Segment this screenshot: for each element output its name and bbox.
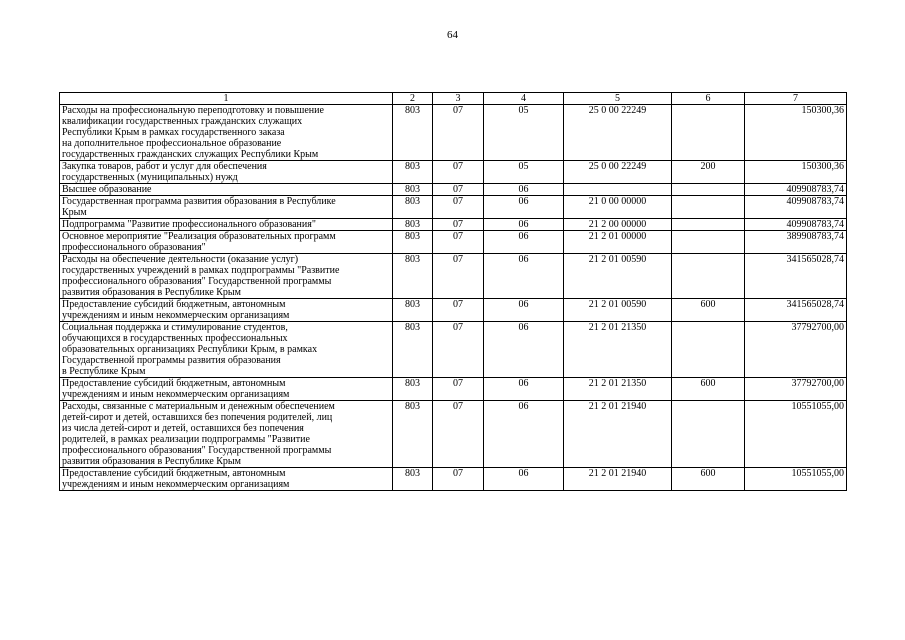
row-target-code: 21 2 01 21350 (564, 378, 672, 401)
row-expense-type (672, 219, 745, 231)
row-amount: 389908783,74 (745, 231, 847, 254)
row-expense-type: 600 (672, 299, 745, 322)
budget-table (59, 92, 847, 491)
row-grbs: 803 (393, 254, 433, 299)
row-section: 07 (433, 322, 484, 378)
row-section: 07 (433, 299, 484, 322)
row-subsection: 06 (484, 378, 564, 401)
table-row (60, 219, 847, 231)
row-grbs: 803 (393, 231, 433, 254)
row-expense-type (672, 184, 745, 196)
row-expense-type: 600 (672, 468, 745, 491)
row-expense-type: 600 (672, 378, 745, 401)
row-subsection: 06 (484, 196, 564, 219)
row-subsection: 06 (484, 401, 564, 468)
header-cell-6: 6 (672, 93, 745, 105)
row-expense-type (672, 254, 745, 299)
row-target-code: 21 2 01 21940 (564, 468, 672, 491)
row-section: 07 (433, 378, 484, 401)
table-row (60, 161, 847, 184)
row-subsection: 05 (484, 105, 564, 161)
row-section: 07 (433, 196, 484, 219)
row-target-code: 21 2 01 21940 (564, 401, 672, 468)
row-amount: 37792700,00 (745, 378, 847, 401)
row-target-code: 21 2 01 00590 (564, 254, 672, 299)
row-subsection: 06 (484, 184, 564, 196)
row-grbs: 803 (393, 401, 433, 468)
row-name: Закупка товаров, работ и услуг для обеспечения государственных (муниципальных) нужд (60, 161, 393, 184)
row-target-code: 25 0 00 22249 (564, 161, 672, 184)
row-grbs: 803 (393, 196, 433, 219)
row-name: Государственная программа развития образования в Республике Крым (60, 196, 393, 219)
row-target-code: 21 2 01 00000 (564, 231, 672, 254)
row-name: Предоставление субсидий бюджетным, автономным учреждениям и иным некоммерческим организациям (60, 468, 393, 491)
row-name: Расходы на профессиональную переподготовку и повышение квалификации государственных гражданских служащих Республики Крым в рамках государственного заказа на дополнительное профессиональное образование государственных гражданских служащих Республики Крым (60, 105, 393, 161)
row-subsection: 05 (484, 161, 564, 184)
table-row (60, 299, 847, 322)
row-amount: 409908783,74 (745, 196, 847, 219)
row-amount: 37792700,00 (745, 322, 847, 378)
row-name: Основное мероприятие "Реализация образовательных программ профессионального образования" (60, 231, 393, 254)
row-amount: 150300,36 (745, 161, 847, 184)
table-row (60, 378, 847, 401)
row-amount: 409908783,74 (745, 184, 847, 196)
row-section: 07 (433, 468, 484, 491)
table-row (60, 231, 847, 254)
row-grbs: 803 (393, 184, 433, 196)
header-cell-7: 7 (745, 93, 847, 105)
row-expense-type (672, 105, 745, 161)
table-row (60, 184, 847, 196)
row-subsection: 06 (484, 219, 564, 231)
row-target-code: 25 0 00 22249 (564, 105, 672, 161)
row-expense-type (672, 196, 745, 219)
header-cell-5: 5 (564, 93, 672, 105)
row-name: Высшее образование (60, 184, 393, 196)
row-section: 07 (433, 184, 484, 196)
row-target-code: 21 0 00 00000 (564, 196, 672, 219)
row-subsection: 06 (484, 322, 564, 378)
row-name: Социальная поддержка и стимулирование студентов, обучающихся в государственных профессиональных образовательных организациях Республики Крым, в рамках Государственной программы развития образования в Республике Крым (60, 322, 393, 378)
row-expense-type (672, 231, 745, 254)
row-name: Расходы, связанные с материальным и денежным обеспечением детей-сирот и детей, оставшихся без попечения родителей, лиц из числа детей-сирот и детей, оставшихся без попечения родителей, в рамках реализации подпрограммы "Развитие профессионального образования" Государственной программы развития образования в Республике Крым (60, 401, 393, 468)
row-subsection: 06 (484, 299, 564, 322)
row-section: 07 (433, 254, 484, 299)
row-grbs: 803 (393, 161, 433, 184)
header-cell-3: 3 (433, 93, 484, 105)
row-grbs: 803 (393, 322, 433, 378)
table-row (60, 468, 847, 491)
row-target-code (564, 184, 672, 196)
header-cell-1: 1 (60, 93, 393, 105)
row-amount: 10551055,00 (745, 401, 847, 468)
row-section: 07 (433, 401, 484, 468)
header-cell-2: 2 (393, 93, 433, 105)
row-name: Подпрограмма "Развитие профессионального образования" (60, 219, 393, 231)
row-section: 07 (433, 231, 484, 254)
row-section: 07 (433, 219, 484, 231)
row-target-code: 21 2 00 00000 (564, 219, 672, 231)
table-row (60, 196, 847, 219)
table-row (60, 322, 847, 378)
row-subsection: 06 (484, 231, 564, 254)
row-grbs: 803 (393, 105, 433, 161)
row-amount: 150300,36 (745, 105, 847, 161)
row-subsection: 06 (484, 468, 564, 491)
row-amount: 10551055,00 (745, 468, 847, 491)
table-row (60, 105, 847, 161)
row-grbs: 803 (393, 378, 433, 401)
row-name: Расходы на обеспечение деятельности (оказание услуг) государственных учреждений в рамках подпрограммы "Развитие профессионального образования" Государственной программы развития образования в Республике Крым (60, 254, 393, 299)
table-row (60, 401, 847, 468)
row-expense-type (672, 322, 745, 378)
row-amount: 341565028,74 (745, 254, 847, 299)
row-target-code: 21 2 01 00590 (564, 299, 672, 322)
row-amount: 341565028,74 (745, 299, 847, 322)
row-grbs: 803 (393, 219, 433, 231)
row-name: Предоставление субсидий бюджетным, автономным учреждениям и иным некоммерческим организациям (60, 378, 393, 401)
header-cell-4: 4 (484, 93, 564, 105)
row-target-code: 21 2 01 21350 (564, 322, 672, 378)
row-expense-type: 200 (672, 161, 745, 184)
table-row (60, 254, 847, 299)
row-expense-type (672, 401, 745, 468)
row-grbs: 803 (393, 468, 433, 491)
row-subsection: 06 (484, 254, 564, 299)
page-number: 64 (447, 29, 458, 41)
row-name: Предоставление субсидий бюджетным, автономным учреждениям и иным некоммерческим организациям (60, 299, 393, 322)
header-row (60, 93, 847, 105)
row-amount: 409908783,74 (745, 219, 847, 231)
row-grbs: 803 (393, 299, 433, 322)
row-section: 07 (433, 161, 484, 184)
row-section: 07 (433, 105, 484, 161)
